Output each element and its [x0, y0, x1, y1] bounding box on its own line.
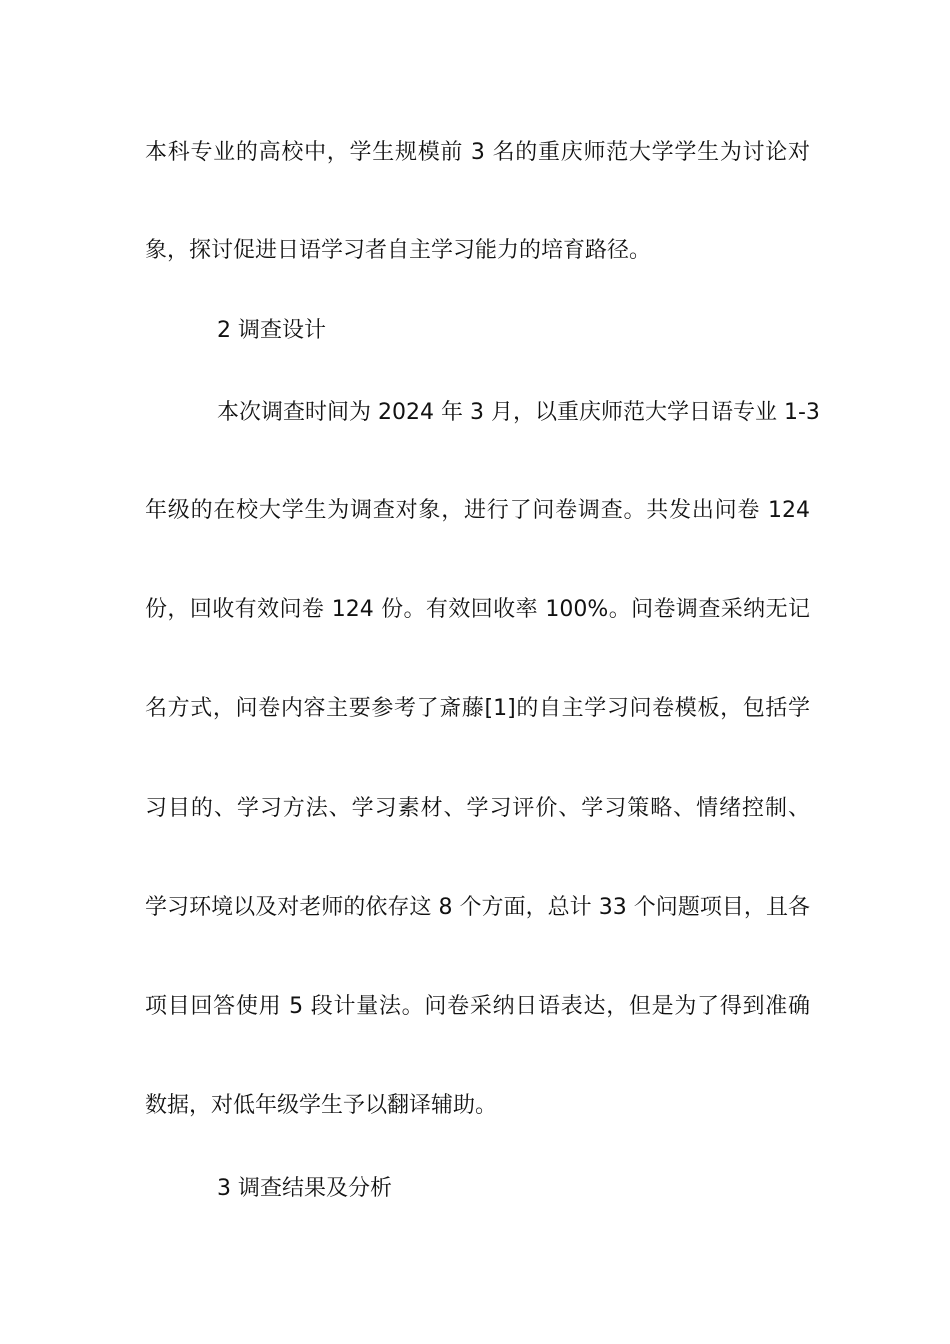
- paragraph-line-10: 数据，对低年级学生予以翻译辅助。: [145, 1093, 498, 1118]
- section-heading-results: 3 调查结果及分析: [217, 1176, 392, 1201]
- paragraph-line-4: 年级的在校大学生为调查对象，进行了问卷调查。共发出问卷 124: [145, 498, 810, 523]
- paragraph-line-6: 名方式，问卷内容主要参考了斎藤[1]的自主学习问卷模板，包括学: [145, 696, 810, 721]
- section-heading-survey-design: 2 调查设计: [217, 318, 326, 343]
- paragraph-line-5: 份，回收有效问卷 124 份。有效回收率 100%。问卷调查采纳无记: [145, 597, 810, 622]
- paragraph-line-8: 学习环境以及对老师的依存这 8 个方面，总计 33 个问题项目，且各: [145, 895, 810, 920]
- paragraph-line-3: 本次调查时间为 2024 年 3 月，以重庆师范大学日语专业 1-3: [217, 400, 820, 425]
- paragraph-line-9: 项目回答使用 5 段计量法。问卷采纳日语表达，但是为了得到准确: [145, 994, 810, 1019]
- paragraph-line-2: 象，探讨促进日语学习者自主学习能力的培育路径。: [145, 238, 652, 263]
- paragraph-line-7: 习目的、学习方法、学习素材、学习评价、学习策略、情绪控制、: [145, 796, 810, 821]
- paragraph-line-1: 本科专业的高校中，学生规模前 3 名的重庆师范大学学生为讨论对: [145, 140, 810, 165]
